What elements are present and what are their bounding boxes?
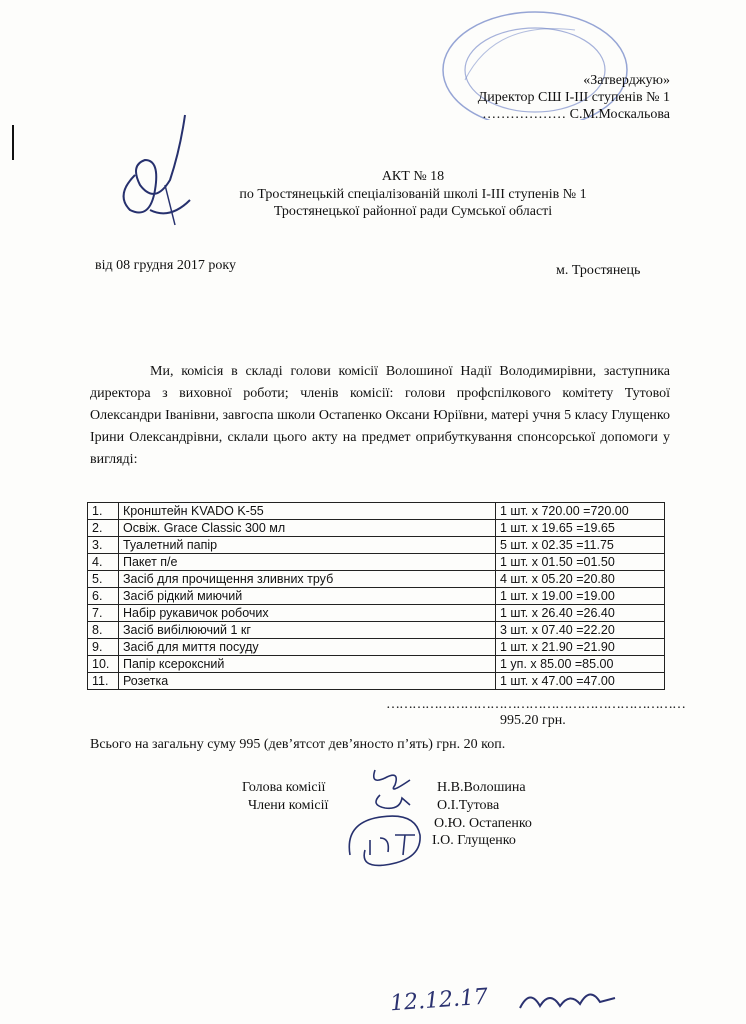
item-quantity-price: 1 шт. х 26.40 =26.40 [496, 605, 665, 622]
items-table-row [88, 656, 665, 673]
approval-heading: «Затверджую» [583, 73, 670, 88]
item-number: 4. [88, 554, 119, 571]
act-place: м. Тростянець [556, 263, 641, 278]
items-table-row [88, 571, 665, 588]
item-quantity-price: 1 шт. х 19.00 =19.00 [496, 588, 665, 605]
item-name: Розетка [119, 673, 496, 690]
item-name: Засіб для прочищення зливних труб [119, 571, 496, 588]
item-quantity-price: 5 шт. х 02.35 =11.75 [496, 537, 665, 554]
item-quantity-price: 1 уп. х 85.00 =85.00 [496, 656, 665, 673]
item-number: 6. [88, 588, 119, 605]
act-title: АКТ № 18 [381, 169, 445, 184]
item-number: 1. [88, 503, 119, 520]
items-table-row [88, 639, 665, 656]
item-quantity-price: 1 шт. х 21.90 =21.90 [496, 639, 665, 656]
total-sum-in-words: Всього на загальну суму 995 (дев’ятсот дев’яносто п’ять) грн. 20 коп. [90, 737, 506, 752]
item-number: 7. [88, 605, 119, 622]
items-table-row [88, 554, 665, 571]
item-name: Туалетний папір [119, 537, 496, 554]
item-number: 3. [88, 537, 119, 554]
item-name: Папір ксероксний [119, 656, 496, 673]
act-subtitle-school: по Тростянецькій спеціалізованій школі І-ІІІ ступенів № 1 [239, 187, 587, 202]
handwritten-date: 12.12.17 [389, 984, 489, 1017]
item-quantity-price: 1 шт. х 01.50 =01.50 [496, 554, 665, 571]
items-table-row [88, 520, 665, 537]
bottom-signature [515, 978, 625, 1018]
item-number: 8. [88, 622, 119, 639]
item-name: Освіж. Grace Classic 300 мл [119, 520, 496, 537]
total-amount: 995.20 грн. [500, 713, 566, 728]
item-name: Набір рукавичок робочих [119, 605, 496, 622]
item-name: Засіб рідкий миючий [119, 588, 496, 605]
items-table-row [88, 503, 665, 520]
act-body-paragraph: Ми, комісія в складі голови комісії Волошиної Надії Володимирівни, заступника директора з виховної роботи; членів комісії: голови профспілкового комітету Тутової Олександри Іванівни, завгоспа школи Остапенко Оксани Юріївни, матері учня 5 класу Глущенко Ірини Олександрівни, склали цього акту на предмет оприбуткування спонсорської допомоги у вигляді: [90, 364, 670, 467]
items-table-row [88, 605, 665, 622]
item-number: 5. [88, 571, 119, 588]
item-name: Пакет п/е [119, 554, 496, 571]
item-quantity-price: 1 шт. х 19.65 =19.65 [496, 520, 665, 537]
items-table-row [88, 622, 665, 639]
items-table-row [88, 537, 665, 554]
member-name-2: О.Ю. Остапенко [434, 816, 532, 831]
item-number: 9. [88, 639, 119, 656]
items-table-row [88, 673, 665, 690]
item-number: 2. [88, 520, 119, 537]
commission-members-label: Члени комісії [248, 798, 329, 813]
items-table [87, 502, 665, 690]
approval-director: Директор СШ I-III ступенів № 1 [477, 90, 670, 105]
item-number: 11. [88, 673, 119, 690]
approval-signature-line: ……………… С.М.Москальова [482, 107, 670, 122]
item-quantity-price: 1 шт. х 720.00 =720.00 [496, 503, 665, 520]
item-name: Засіб для миття посуду [119, 639, 496, 656]
item-number: 10. [88, 656, 119, 673]
members-signatures [340, 760, 440, 870]
head-name: Н.В.Волошина [437, 780, 526, 795]
item-quantity-price: 4 шт. х 05.20 =20.80 [496, 571, 665, 588]
item-name: Засіб вибілюючий 1 кг [119, 622, 496, 639]
act-subtitle-council: Тростянецької районної ради Сумської області [273, 204, 553, 219]
member-name-3: І.О. Глущенко [432, 833, 516, 848]
item-name: Кронштейн KVADO K-55 [119, 503, 496, 520]
total-dots: …………………………………………………………… [386, 697, 685, 712]
head-of-commission-label: Голова комісії [242, 780, 326, 795]
items-table-row [88, 588, 665, 605]
item-quantity-price: 3 шт. х 07.40 =22.20 [496, 622, 665, 639]
item-quantity-price: 1 шт. х 47.00 =47.00 [496, 673, 665, 690]
margin-mark [12, 125, 14, 160]
act-date: від 08 грудня 2017 року [95, 258, 236, 273]
member-name-1: О.І.Тутова [437, 798, 500, 813]
